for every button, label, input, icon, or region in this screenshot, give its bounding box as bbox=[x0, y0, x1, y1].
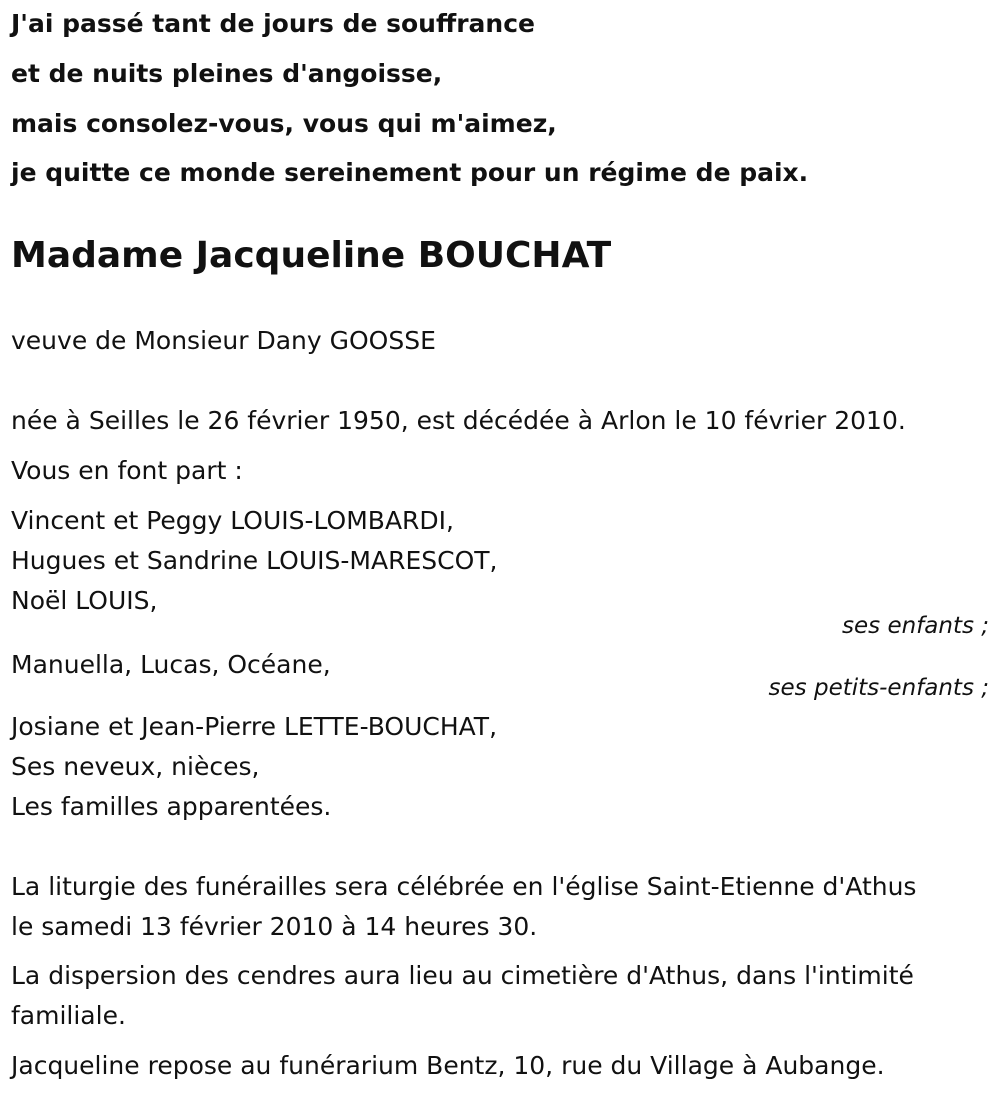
poem-line-1: J'ai passé tant de jours de souffrance bbox=[11, 9, 535, 38]
liturgy-line-1: La liturgie des funérailles sera célébrée en l'église Saint-Etienne d'Athus bbox=[11, 872, 917, 901]
poem-line-2: et de nuits pleines d'angoisse, bbox=[11, 59, 443, 88]
widow-of: veuve de Monsieur Dany GOOSSE bbox=[11, 326, 436, 355]
dispersion-line-2: familiale. bbox=[11, 1001, 126, 1030]
child-1: Vincent et Peggy LOUIS-LOMBARDI, bbox=[11, 506, 454, 535]
grandchildren: Manuella, Lucas, Océane, bbox=[11, 650, 331, 679]
other-3: Les familles apparentées. bbox=[11, 792, 332, 821]
birth-death: née à Seilles le 26 février 1950, est décédée à Arlon le 10 février 2010. bbox=[11, 406, 906, 435]
grandchildren-role: ses petits-enfants ; bbox=[768, 675, 989, 701]
poem-line-3: mais consolez-vous, vous qui m'aimez, bbox=[11, 109, 557, 138]
child-2: Hugues et Sandrine LOUIS-MARESCOT, bbox=[11, 546, 498, 575]
rest-location: Jacqueline repose au funérarium Bentz, 10, rue du Village à Aubange. bbox=[11, 1051, 885, 1080]
deceased-name: Madame Jacqueline BOUCHAT bbox=[11, 235, 612, 276]
other-2: Ses neveux, nièces, bbox=[11, 752, 260, 781]
children-role: ses enfants ; bbox=[842, 613, 989, 639]
poem-line-4: je quitte ce monde sereinement pour un régime de paix. bbox=[11, 158, 809, 187]
liturgy-line-2: le samedi 13 février 2010 à 14 heures 30. bbox=[11, 912, 538, 941]
dispersion-line-1: La dispersion des cendres aura lieu au cimetière d'Athus, dans l'intimité bbox=[11, 961, 914, 990]
other-1: Josiane et Jean-Pierre LETTE-BOUCHAT, bbox=[11, 712, 498, 741]
announce: Vous en font part : bbox=[11, 456, 243, 485]
child-3: Noël LOUIS, bbox=[11, 586, 158, 615]
